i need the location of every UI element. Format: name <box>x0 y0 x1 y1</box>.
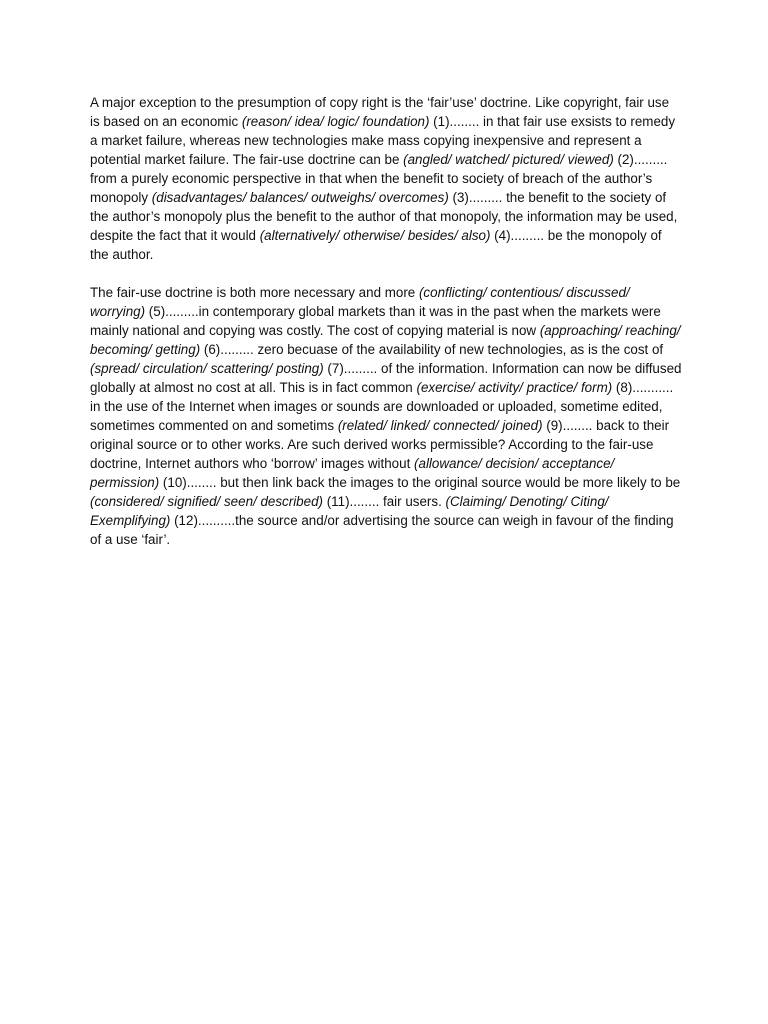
paragraph-2 <box>90 283 682 549</box>
word-options: (approaching/ reaching/ becoming/ getting) <box>90 323 681 357</box>
text-segment: (5).........in contemporary global markets than it was in the past when the markets were mainly national and copying was costly. The cost of copying material is now <box>90 304 661 338</box>
text-segment: (12)..........the source and/or advertising the source can weigh in favour of the finding of a use ‘fair’. <box>90 513 674 547</box>
text-segment: A major exception to the presumption of copy right is the ‘fair’use’ doctrine. Like copyright, fair use is based on an economic <box>90 95 670 129</box>
word-options: (Claiming/ Denoting/ Citing/ Exemplifying) <box>90 494 609 528</box>
word-options: (considered/ signified/ seen/ described) <box>90 494 323 509</box>
word-options: (related/ linked/ connected/ joined) <box>337 418 543 433</box>
text-segment: (10)........ but then link back the images to the original source would be more likely to be <box>159 475 681 490</box>
text-segment: (6)......... zero becuase of the availability of new technologies, as is the cost of <box>200 342 664 357</box>
word-options: (allowance/ decision/ acceptance/ permission) <box>90 456 615 490</box>
text-segment: (7)......... of the information. Information can now be diffused globally at almost no cost at all. This is in fact common <box>90 361 682 395</box>
text-segment: The fair-use doctrine is both more necessary and more <box>90 285 419 300</box>
word-options: (conflicting/ contentious/ discussed/ worrying) <box>90 285 630 319</box>
word-options: (reason/ idea/ logic/ foundation) <box>241 114 430 129</box>
word-options: (disadvantages/ balances/ outweighs/ overcomes) <box>151 190 449 205</box>
word-options: (alternatively/ otherwise/ besides/ also) <box>259 228 491 243</box>
paragraph-1 <box>90 93 682 264</box>
text-segment: (9)........ back to their original source or to other works. Are such derived works permissible? According to the fair-use doctrine, Internet authors who ‘borrow’ images without <box>90 418 670 471</box>
word-options: (spread/ circulation/ scattering/ posting) <box>90 361 324 376</box>
text-segment: (4)......... be the monopoly of the author. <box>90 228 662 262</box>
text-segment: (11)........ fair users. <box>322 494 446 509</box>
word-options: (exercise/ activity/ practice/ form) <box>416 380 613 395</box>
text-segment: (1)........ in that fair use exsists to remedy a market failure, whereas new technologies make mass copying inexpensive and represent a potential market failure. The fair-use doctrine can be <box>90 114 676 167</box>
document-body <box>90 93 682 549</box>
text-segment: (3)......... the benefit to the society of the author’s monopoly plus the benefit to the author of that monopoly, the information may be used, despite the fact that it would <box>90 190 678 243</box>
text-segment: (2)......... from a purely economic perspective in that when the benefit to society of breach of the author’s monopoly <box>90 152 668 205</box>
text-segment: (8)........... in the use of the Internet when images or sounds are downloaded or uploaded, sometime edited, sometimes commented on and sometims <box>90 380 674 433</box>
word-options: (angled/ watched/ pictured/ viewed) <box>403 152 614 167</box>
